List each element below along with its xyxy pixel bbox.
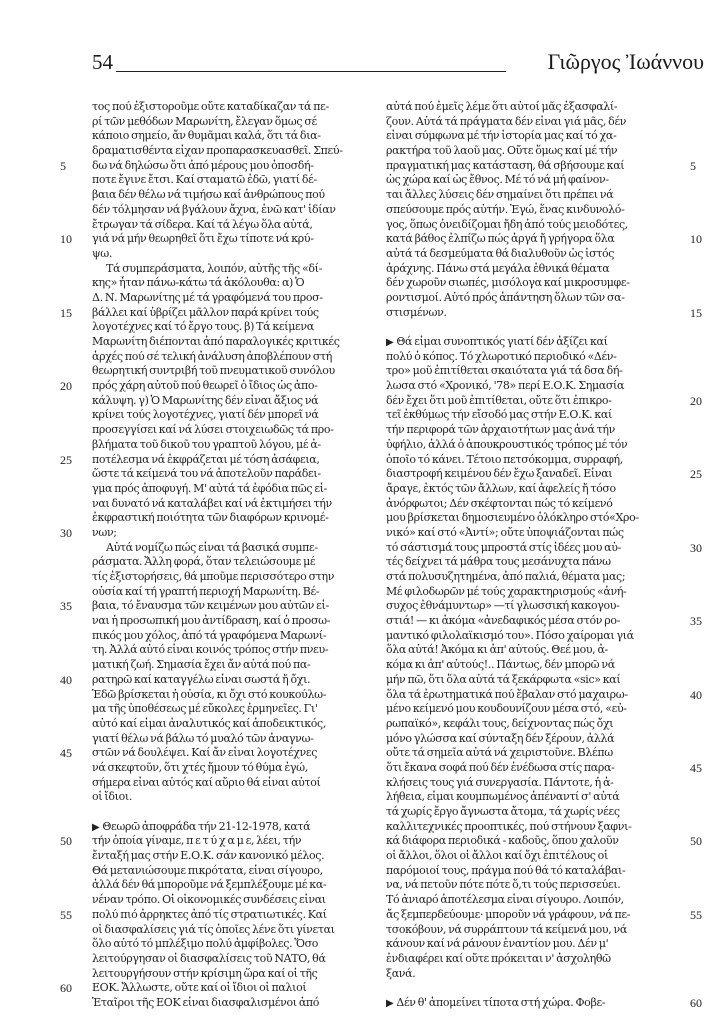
text-line bbox=[92, 673, 370, 688]
line-number: 35 bbox=[60, 599, 72, 613]
text-line bbox=[386, 394, 678, 409]
text-line-content: ναι ἡ προσωπική μου ἀντίδραση, καί ὁ προσω- bbox=[92, 614, 331, 628]
line-number: 60 bbox=[690, 996, 702, 1010]
line-number: 60 bbox=[60, 981, 72, 995]
text-line-content: κλήσεις τους γιά συνεργασία. Πάντοτε, ἡ ἀ- bbox=[386, 775, 614, 789]
text-line bbox=[386, 746, 678, 761]
text-line-content: τήν ὁποία γίναμε, π ε τ ύ χ α μ ε, λέει, τήν bbox=[92, 834, 302, 848]
page-header bbox=[92, 50, 704, 80]
text-line bbox=[386, 247, 678, 262]
text-line bbox=[92, 717, 370, 732]
text-line-content: εἶναι σύμφωνα μέ τήν ἱστορία μας καί τό χα- bbox=[386, 129, 617, 143]
text-line bbox=[386, 423, 678, 438]
text-line bbox=[386, 276, 678, 291]
line-number: 5 bbox=[690, 159, 696, 173]
text-line bbox=[92, 438, 370, 453]
text-line bbox=[386, 129, 678, 144]
line-number: 30 bbox=[690, 541, 702, 555]
text-line-content: οὔτε τά σημεῖα αὐτά νά χειριστοῦνε. Βλέπω bbox=[386, 746, 613, 760]
text-line-content: κόμα κι ἀπ' αὐτούς!.. Πάντως, δέν μπορῶ νά bbox=[386, 658, 615, 672]
text-line bbox=[92, 218, 370, 233]
text-line bbox=[92, 688, 370, 703]
text-line-content: Ἐδῶ βρίσκεται ἡ οὐσία, κι ὄχι στό κουκούλω- bbox=[92, 687, 327, 701]
text-line bbox=[386, 790, 678, 805]
text-line-content: νων; bbox=[92, 525, 117, 539]
text-line-content: λωσα στό «Χρονικό, '78» περί Ε.Ο.Κ. Σημασία bbox=[386, 379, 625, 393]
text-line-content: πικός μου χόλος, ἀπό τά γραφόμενα Μαρωνί- bbox=[92, 628, 327, 642]
text-line-content: μα τῆς ὑποθέσεως μέ εὔκολες ἑρμηνεῖες. Γι' bbox=[92, 702, 318, 716]
text-line-content: ἀνόρφωτοι; Δέν σκέφτονται πώς τό κείμενό bbox=[386, 496, 613, 510]
text-line bbox=[92, 614, 370, 629]
text-line bbox=[386, 923, 678, 938]
text-line-content: κάλυψη. γ) Ὁ Μαρωνίτης δέν εἶναι ἄξιος νά bbox=[92, 393, 319, 407]
text-line-content: ὡς χώρα καί ὡς ἔθνος. Μέ τό νά μή φαίνον- bbox=[386, 173, 609, 187]
text-line bbox=[92, 203, 370, 218]
text-line-content: μου βρίσκεται δημοσιευμένο ὁλόκληρο στό«Χρο- bbox=[386, 511, 639, 525]
line-number: 50 bbox=[690, 834, 702, 848]
text-line-content: ἔτρωγαν τά σίδερα. Καί τά λέγω ὅλα αὐτά, bbox=[92, 217, 313, 231]
line-number: 10 bbox=[60, 232, 72, 246]
text-line-content: λογοτέχνες καί τό ἔργο τους. β) Τά κείμενα bbox=[92, 320, 314, 334]
text-line bbox=[386, 864, 678, 879]
header-rule bbox=[116, 71, 506, 72]
text-line-content: τές δείχνει τά μάθρα τους μεσάνυχτα πάνω bbox=[386, 555, 611, 569]
text-line-content: λήθεια, εἶμαι κουμπωμένος ἀπέναντί σ' αὐτά bbox=[386, 790, 620, 804]
text-line bbox=[386, 497, 678, 512]
text-line-content: ὁποῖο τό κάνει. Τέτοιο πετσόκομμα, συρραφή, bbox=[386, 452, 623, 466]
text-line-content: σήμερα εἶναι αὐτός καί αὔριο θά εἶναι αὐτοί bbox=[92, 775, 321, 789]
text-line bbox=[386, 526, 678, 541]
text-line-content: οἱ ἄλλοι, ὅλοι οἱ ἄλλοι καί ὄχι ἐπιτέλους οἱ bbox=[386, 849, 608, 863]
text-line-content: δέν χωροῦν σιωπές, μισόλογα καί μικροσυμφε- bbox=[386, 276, 630, 290]
text-line-content: ἀρχές πού σέ τελική ἀνάλυση ἀποβλέπουν στή bbox=[92, 349, 333, 363]
text-line bbox=[92, 467, 370, 482]
text-line-content: γιατί θέλω νά βάλω τό μυαλό τῶν ἀναγνω- bbox=[92, 731, 314, 745]
text-line bbox=[386, 555, 678, 570]
text-line bbox=[386, 115, 678, 130]
text-line bbox=[92, 423, 370, 438]
text-line-content: Τά συμπεράσματα, λοιπόν, αὐτῆς τῆς «δί- bbox=[106, 261, 322, 275]
text-line-content: λειτούργησαν οἱ διασφαλίσεις τοῦ ΝΑΤΟ, θά bbox=[92, 951, 326, 965]
text-line bbox=[386, 570, 678, 585]
text-line bbox=[92, 643, 370, 658]
text-line-content: τίς ἐξιστορήσεις, θά μποῦμε περισσότερο στην bbox=[92, 570, 335, 583]
text-line-content: γιά νά μήν θεωρηθεῖ ὅτι ἔχω τίποτε νά κρύ- bbox=[92, 232, 314, 246]
text-line-content: ρατηρῶ καί καταγγέλω εἶναι σωστά ἤ ὄχι. bbox=[92, 672, 311, 686]
text-line bbox=[92, 732, 370, 747]
paragraph-start-line bbox=[386, 996, 678, 1011]
text-line bbox=[386, 673, 678, 688]
text-line bbox=[92, 350, 370, 365]
text-line-content: τά χωρίς ἔργο ἄγνωστα ἄτομα, τά χωρίς νέες bbox=[386, 805, 620, 818]
text-line-content: πρός χάρη αὐτοῦ πού θεωρεῖ ὁ ἴδιος ὡς ἀπο- bbox=[92, 379, 318, 393]
text-line bbox=[92, 394, 370, 409]
text-line-content: βλήματα τοῦ δικοῦ του γραπτοῦ λόγου, μέ ἀ- bbox=[92, 437, 321, 451]
text-line bbox=[92, 100, 370, 115]
text-line bbox=[92, 453, 370, 468]
text-line bbox=[92, 555, 370, 570]
text-line bbox=[386, 732, 678, 747]
text-line-content: νέναν τρόπο. Οἱ οἰκονομικές συνδέσεις εἶναι bbox=[92, 893, 326, 907]
text-line-content: ρί τῶν μεθόδων Μαρωνίτη, ἔλεγαν ὅμως σέ bbox=[92, 114, 317, 128]
line-number: 40 bbox=[60, 673, 72, 687]
text-line-content: βαια δέν θέλω νά τιμήσω καί ἀνθρώπους πού bbox=[92, 188, 325, 202]
text-line-content: τη. Ἀλλά αὐτό εἶναι κοινός τρόπος στήν πνευ- bbox=[92, 643, 329, 657]
line-number: 15 bbox=[60, 306, 72, 320]
text-line-content: να, νά πετοῦν πότε πότε ὅ,τι τούς περισσεύει. bbox=[386, 878, 621, 892]
text-line bbox=[386, 232, 678, 247]
text-line bbox=[92, 408, 370, 423]
text-line bbox=[386, 467, 678, 482]
text-line-content: συχος ἐθνάμυντωρ» —τί γλωσσική κακογου- bbox=[386, 599, 620, 613]
text-line bbox=[386, 688, 678, 703]
text-line-content: Μέ φιλοδωρῶν μέ τούς χαρακτηρισμούς «ἀνή- bbox=[386, 584, 627, 598]
text-line-content: μένο κείμενό μου κουδουνίζουν μέσα στό, «εὐ- bbox=[386, 702, 627, 716]
text-line bbox=[92, 629, 370, 644]
text-line bbox=[92, 864, 370, 879]
text-line-content: στιά! — κι ἀκόμα «ἀνεδαφικός μέσα στόν ρο- bbox=[386, 614, 620, 628]
text-line bbox=[386, 159, 678, 174]
text-line-content: λειτουργήσουν στήν κρίσιμη ὥρα καί οἱ τῆς bbox=[92, 966, 318, 980]
line-number: 45 bbox=[60, 746, 72, 760]
text-line-content: δραματισθέντα εἶχαν προπαρασκευασθεῖ. Σπεύ- bbox=[92, 144, 343, 158]
text-line-content: νικό» καί στό «Ἀντί»; οὔτε ὑποψιάζονται πώς bbox=[386, 525, 624, 539]
text-line-content: τό σάστισμά τους μπροστά στίς ἰδέες μου αὐ- bbox=[386, 540, 621, 554]
text-line-content: τεῖ ἐκθύμως τήν εἴσοδό μας στήν Ε.Ο.Κ. καί bbox=[386, 408, 612, 422]
text-line bbox=[92, 952, 370, 967]
text-line bbox=[92, 981, 370, 996]
text-line bbox=[92, 526, 370, 541]
text-line-content: μήν πῶ, ὅτι ὅλα αὐτά τά ξεκάρφωτα «sic» καί bbox=[386, 672, 621, 686]
text-line-content: ὅλα αὐτά! Ἀκόμα κι ἀπ' αὐτούς. Θεέ μου, ἀ- bbox=[386, 643, 608, 657]
text-line bbox=[92, 996, 370, 1011]
line-number: 25 bbox=[690, 467, 702, 481]
text-line-content: κάποιο σημείο, ἄν θυμᾶμαι καλά, ὅτι τά δια- bbox=[92, 129, 321, 143]
text-line-content: ρωπαϊκό», κεφάλι τους, δείχνοντας πώς ὄχι bbox=[386, 716, 614, 730]
text-line-content: ἀράχνης. Πάνω στά μεγάλα ἐθνικά θέματα bbox=[386, 261, 610, 275]
text-line-content: ἄραγε, ἐκτός τῶν ἄλλων, καί ἀφελείς ἤ τόσο bbox=[386, 481, 616, 495]
line-number: 5 bbox=[60, 159, 66, 173]
text-line bbox=[386, 511, 678, 526]
text-line-content: ὅτι ἔκανα σοφά πού δέν ἐνέδωσα στίς παρα- bbox=[386, 760, 615, 774]
text-line-content: Θά μετανιώσουμε πικρότατα, εἶναι σίγουρο, bbox=[92, 863, 323, 877]
text-line-content: Μαρωνίτη διέπονται ἀπό παραλογικές κριτικές bbox=[92, 335, 340, 348]
text-line bbox=[92, 878, 370, 893]
line-number: 10 bbox=[690, 232, 702, 246]
text-line-content: γμα πρός ἀποφυγή. Μ' αὐτά τά ἐφόδια πῶς εἶ- bbox=[92, 481, 327, 495]
text-line-content: θεωρητική συντριβή τοῦ πνευματικοῦ συνόλου bbox=[92, 364, 335, 378]
text-line-content: ξανά. bbox=[386, 966, 416, 980]
text-line bbox=[386, 643, 678, 658]
text-line bbox=[386, 893, 678, 908]
text-line bbox=[92, 776, 370, 791]
text-line-content: Αὐτά νομίζω πώς εἶναι τά βασικά συμπε- bbox=[106, 540, 318, 554]
text-line-content: Θά εἶμαι συνοπτικός γιατί δέν ἀξίζει καί bbox=[396, 335, 608, 348]
line-number: 55 bbox=[690, 908, 702, 922]
text-line bbox=[92, 144, 370, 159]
text-line bbox=[92, 364, 370, 379]
paragraph-start-line bbox=[386, 335, 678, 350]
text-line-content: ὅλο αὐτό τό μπλέξιμο πολύ ἀμφίβολες. Ὅσο bbox=[92, 937, 319, 951]
text-line bbox=[92, 129, 370, 144]
text-line-content: οἱ διασφαλίσεις γιά τίς ὁποῖες λένε ὅτι γίνεται bbox=[92, 922, 335, 936]
text-line-content: πραγματική μας κατάσταση, θά σβήσουμε καί bbox=[386, 158, 625, 172]
text-line-content: τήν περιφορά τῶν ἀρχαιοτήτων μας ἀνά τήν bbox=[386, 423, 615, 437]
text-line-content: ται ἄλλες λύσεις δέν σημαίνει ὅτι πρέπει νά bbox=[386, 188, 614, 202]
paragraph-arrow-icon: ▶ bbox=[92, 821, 100, 833]
text-line bbox=[386, 849, 678, 864]
line-number: 20 bbox=[690, 394, 702, 408]
text-line bbox=[386, 614, 678, 629]
text-line-content: τσοκόβουν, νά συρράπτουν τά κείμενά μου, νά bbox=[386, 922, 627, 936]
paragraph-arrow-icon: ▶ bbox=[386, 337, 394, 348]
text-line-content: πολύ πιό ἀρρηκτες ἀπό τίς στρατιωτικές. Καί bbox=[92, 907, 327, 921]
text-line bbox=[386, 364, 678, 379]
paragraph-arrow-icon: ▶ bbox=[386, 997, 394, 1009]
line-number: 40 bbox=[690, 688, 702, 702]
text-line bbox=[92, 790, 370, 805]
text-line bbox=[92, 276, 370, 291]
text-line-content: στῶν νά δουλέψει. Καί ἄν εἶναι λογοτέχνες bbox=[92, 746, 318, 760]
text-line bbox=[386, 952, 678, 967]
text-line-content: Δέν θ' ἀπομείνει τίποτα στή χώρα. Φοβε- bbox=[396, 995, 606, 1009]
text-line bbox=[92, 291, 370, 306]
text-line bbox=[386, 203, 678, 218]
text-line bbox=[386, 834, 678, 849]
text-line-content: ποτε ἔγινε ἔτσι. Καί σταματῶ ἐδῶ, γιατί δέ- bbox=[92, 173, 317, 187]
text-line bbox=[92, 570, 370, 585]
text-line bbox=[386, 820, 678, 835]
text-line bbox=[92, 497, 370, 512]
text-line-content: ναι δυνατό νά καταλάβει καί νά ἐκτιμήσει τήν bbox=[92, 496, 332, 510]
line-number: 50 bbox=[60, 834, 72, 848]
left-column bbox=[92, 100, 370, 1011]
text-line bbox=[386, 262, 678, 277]
text-line bbox=[386, 438, 678, 453]
text-line bbox=[92, 893, 370, 908]
text-line bbox=[92, 262, 370, 277]
text-line-content: τος πού ἐξιστοροῦμε οὔτε καταδίκαζαν τά πε- bbox=[92, 100, 329, 113]
text-line bbox=[92, 834, 370, 849]
text-line-content: βαια, τό ἔναυσμα τῶν κειμένων μου αὐτῶν εἶ- bbox=[92, 599, 329, 613]
text-line-content: τρο» μοῦ ἐπιτίθεται σκαιότατα γιά τά δσα δή- bbox=[386, 364, 623, 378]
text-line bbox=[92, 159, 370, 174]
text-line-content: γος, ὅπως ὀνειδίζομαι ἤδη ἀπό τούς μειοδότες, bbox=[386, 217, 628, 231]
text-line-content: ἐκφραστική ποιότητα τῶν διαφόρων κρινομέ- bbox=[92, 511, 329, 525]
text-line bbox=[92, 937, 370, 952]
text-line bbox=[386, 379, 678, 394]
text-line-content: μαντικό φιλολαϊκισμό του». Πόσο χαίρομαι γιά bbox=[386, 628, 634, 642]
text-line bbox=[92, 599, 370, 614]
text-line bbox=[386, 408, 678, 423]
text-line-content: Θεωρῶ ἀποφράδα τήν 21-12-1978, κατά bbox=[102, 819, 311, 833]
text-line bbox=[92, 541, 370, 556]
text-line-content: ράσματα. Ἄλλη φορά, ὅταν τελειώσουμε μέ bbox=[92, 555, 316, 569]
text-line bbox=[386, 629, 678, 644]
text-line-content: ἐνδιαφέρει καί οὔτε πρόκειται ν' ἀσχοληθῶ bbox=[386, 951, 611, 965]
text-line-content: ἄς ξεμπερδεύουμε· μποροῦν νά γράφουν, νά πε- bbox=[386, 907, 631, 921]
text-line bbox=[386, 967, 678, 982]
text-line bbox=[386, 306, 678, 321]
text-line bbox=[386, 100, 678, 115]
text-line-content: πολύ ὁ κόπος. Τό χλωροτικό περιοδικό «Δέν- bbox=[386, 349, 617, 363]
text-line bbox=[386, 805, 678, 820]
text-line bbox=[386, 188, 678, 203]
text-line bbox=[92, 746, 370, 761]
text-line-content: κάνουν καί νά ράνουν ἐναντίον μου. Δέν μ' bbox=[386, 937, 609, 951]
text-line bbox=[386, 173, 678, 188]
text-line bbox=[386, 937, 678, 952]
text-line-content: κης» ἦταν πάνω-κάτω τά ἀκόλουθα: α) Ὁ bbox=[92, 276, 305, 290]
text-line bbox=[92, 585, 370, 600]
text-line bbox=[92, 188, 370, 203]
text-line-content: Ἑταῖροι τῆς ΕΟΚ εἶναι διασφαλισμένοι ἀπό bbox=[92, 995, 320, 1009]
text-line bbox=[92, 115, 370, 130]
text-line bbox=[92, 511, 370, 526]
running-head-author: Γιῶργος Ἰωάννου bbox=[547, 49, 704, 74]
text-line bbox=[386, 776, 678, 791]
text-line-content: ψω. bbox=[92, 246, 113, 260]
text-line bbox=[386, 453, 678, 468]
text-line bbox=[92, 306, 370, 321]
line-number: 30 bbox=[60, 526, 72, 540]
text-line bbox=[386, 878, 678, 893]
text-line bbox=[92, 335, 370, 350]
text-line-content: οἱ ἴδιοι. bbox=[92, 790, 132, 804]
paragraph-start-line bbox=[92, 820, 370, 835]
text-line bbox=[386, 717, 678, 732]
text-line bbox=[386, 218, 678, 233]
text-line-content: καλλιτεχνικές προοπτικές, πού στήνουν ξαφνι- bbox=[386, 819, 632, 833]
text-line-content: δέν ἔχει ὅτι μοῦ ἐπιτίθεται, οὔτε ὅτι ἐπικρο- bbox=[386, 393, 612, 407]
text-line bbox=[92, 761, 370, 776]
text-line-content: αὐτά τά δεσμεύματα θά διαλυθοῦν ὡς ἱστός bbox=[386, 246, 615, 260]
text-line-content: κρίνει τούς λογοτέχνες, γιατί δέν μπορεῖ νά bbox=[92, 408, 319, 422]
text-line-content: ὥστε τά κείμενά του νά ἀποτελοῦν παράδει- bbox=[92, 467, 321, 481]
text-line-content: οὐσία καί τή γραπτή περιοχή Μαρωνίτη. Βέ- bbox=[92, 584, 320, 598]
text-line bbox=[92, 320, 370, 335]
text-line-content: ἀλλά δέν θά μποροῦμε νά ξεμπλέξουμε μέ κα- bbox=[92, 878, 327, 892]
text-line bbox=[92, 379, 370, 394]
page-number: 54 bbox=[92, 50, 113, 74]
text-line-content: ποτέλεσμα νά ἐκφράζεται μέ τόση ἀσάφεια, bbox=[92, 452, 320, 466]
text-line bbox=[92, 482, 370, 497]
text-line-content: βάλλει καί ὑβρίζει μᾶλλον παρά κρίνει τούς bbox=[92, 305, 319, 319]
text-line bbox=[386, 658, 678, 673]
text-line bbox=[386, 291, 678, 306]
text-line bbox=[386, 482, 678, 497]
text-line bbox=[386, 908, 678, 923]
line-number: 25 bbox=[60, 453, 72, 467]
text-line bbox=[386, 761, 678, 776]
text-line-content: σπεύσουμε πρός αὐτήν. Ἐγώ, ἕνας κινδυνολό- bbox=[386, 202, 625, 216]
text-line-content: ὑφήλιο, ἀλλά ὁ ἀπουκρουστικός τρόπος μέ τόν bbox=[386, 437, 628, 451]
text-line-content: ἔνταξή μας στήν Ε.Ο.Κ. σάν κανονικό μέλος. bbox=[92, 849, 325, 863]
text-line-content: Τό ἀνιαρό ἀποτέλεσμα εἶναι σίγουρο. Λοιπόν, bbox=[386, 893, 624, 907]
line-number: 45 bbox=[690, 761, 702, 775]
text-line bbox=[386, 585, 678, 600]
text-line-content: ζουν. Αὐτά τά πράγματα δέν εἶναι γιά μᾶς, δέν bbox=[386, 114, 627, 128]
text-line-content: μόνο γλώσσα καί σύνταξη δέν ξέρουν, ἀλλά bbox=[386, 731, 615, 745]
text-line-content: παρόμοιοί τους, πράγμα πού θά τό καταλάβαι- bbox=[386, 863, 626, 877]
text-line bbox=[386, 702, 678, 717]
text-line-content: ροντισμοί. Αὐτό πρός ἀπάντηση ὅλων τῶν σα- bbox=[386, 290, 625, 304]
text-line-content: αὐτό καί εἶμαι ἀναλυτικός καί ἀποδεικτικός, bbox=[92, 716, 326, 730]
text-line bbox=[92, 173, 370, 188]
text-line bbox=[386, 144, 678, 159]
text-line bbox=[92, 247, 370, 262]
text-line-content: κατά βάθος ἐλπίζω πώς ἀργά ἤ γρήγορα ὅλα bbox=[386, 232, 615, 246]
text-line-content: δω νά δηλώσω ὅτι ἀπό μέρους μου ὁποσδή- bbox=[92, 158, 314, 172]
text-line-content: νά σκεφτοῦν, ὅτι χτές ἤμουν τό θύμα ἐγώ, bbox=[92, 760, 308, 774]
text-line-content: κά διάφορα περιοδικά - καδοῦς, ὅπου χαλοῦν bbox=[386, 834, 619, 848]
text-line bbox=[386, 599, 678, 614]
text-line bbox=[92, 232, 370, 247]
text-line-content: διαστροφή κειμένου δέν ἔχω ξαναδεῖ. Εἶναι bbox=[386, 467, 613, 481]
line-number: 15 bbox=[690, 306, 702, 320]
text-line-content: στά πολυσυζητημένα, ἀπό παλιά, θέματα μας; bbox=[386, 570, 626, 583]
text-line bbox=[92, 849, 370, 864]
text-line-content: αὐτά πού ἐμεῖς λέμε ὅτι αὐτοί μᾶς ἐξασφαλί- bbox=[386, 100, 618, 113]
line-number: 35 bbox=[690, 614, 702, 628]
text-line-content: στισμένων. bbox=[386, 305, 447, 319]
text-line-content: ρακτήρα τοῦ λαοῦ μας. Οὔτε ὅμως καί μέ τήν bbox=[386, 144, 618, 158]
line-number: 20 bbox=[60, 379, 72, 393]
text-line-content: ΕΟΚ. Ἄλλωστε, οὔτε καί οἱ ἴδιοι οἱ παλιοί bbox=[92, 981, 307, 995]
text-line bbox=[386, 541, 678, 556]
text-line-content: Δ. Ν. Μαρωνίτης μέ τά γραφόμενά του προσ- bbox=[92, 290, 323, 304]
right-column bbox=[386, 100, 678, 1011]
text-line bbox=[92, 658, 370, 673]
text-line bbox=[92, 908, 370, 923]
text-line-content: ματική ζωή. Σημασία ἔχει ἄν αὐτά πού πα- bbox=[92, 658, 311, 672]
text-line bbox=[92, 923, 370, 938]
text-line-content: προσεγγίσει καί νά λύσει στοιχειωδῶς τά προ- bbox=[92, 423, 334, 437]
text-line-content: ὅλα τά ἐρωτηματικά πού ἔβαλαν στό μαχαιρω- bbox=[386, 687, 628, 701]
line-number: 55 bbox=[60, 908, 72, 922]
text-line-content: δέν τόλμησαν νά βγάλουν ἄχνα, ἐνῶ κατ' ἰδίαν bbox=[92, 202, 336, 216]
text-line bbox=[92, 967, 370, 982]
text-line bbox=[386, 350, 678, 365]
text-line bbox=[92, 702, 370, 717]
